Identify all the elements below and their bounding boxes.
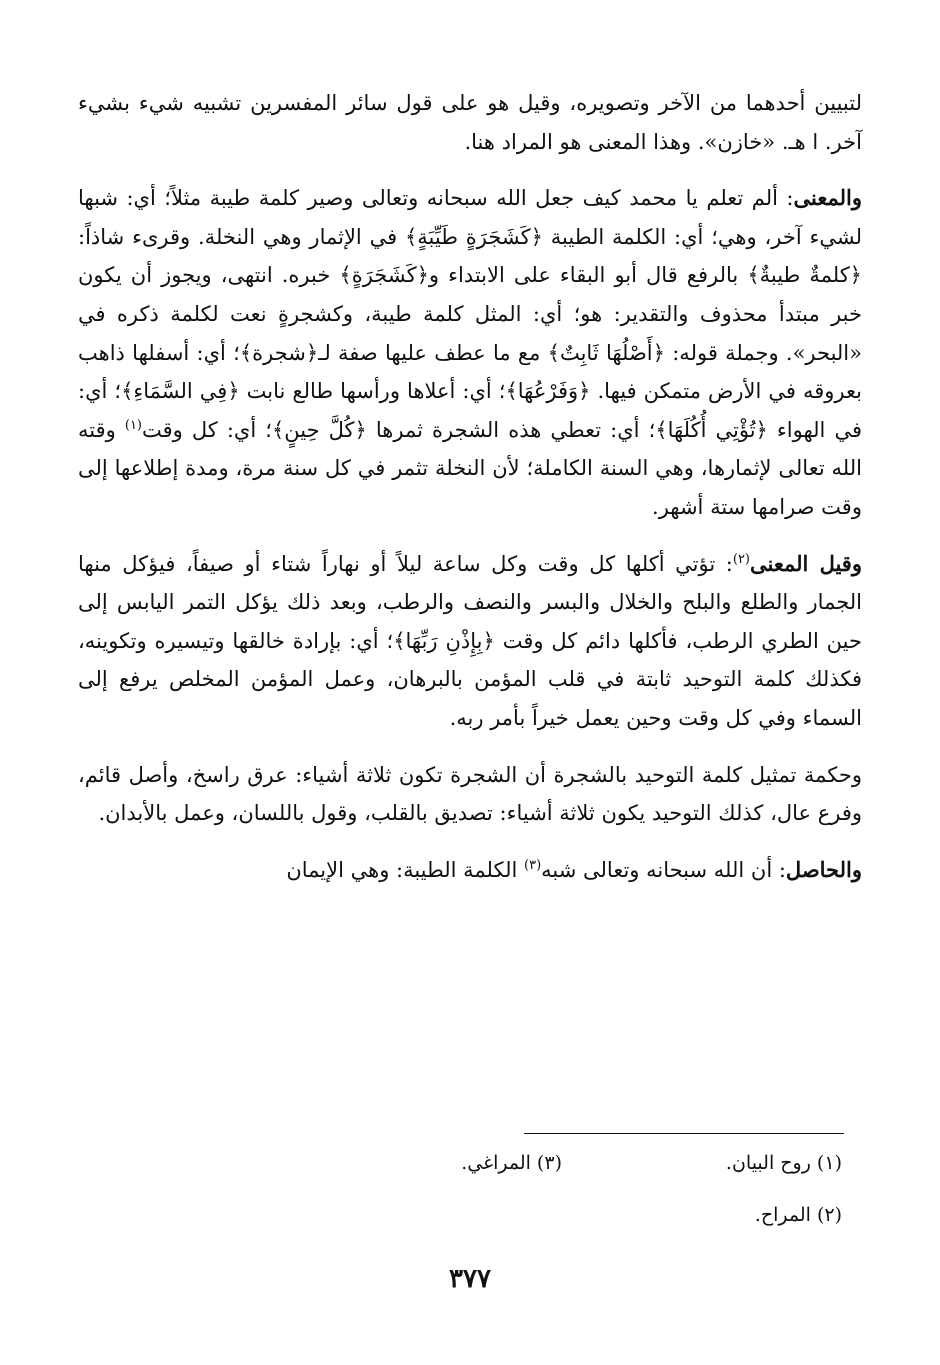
footnote-3: (٣) المراغي. — [461, 1152, 562, 1174]
footnote-row — [98, 1150, 842, 1176]
paragraph-3 — [78, 545, 862, 738]
body-text — [78, 84, 862, 889]
footnote-row — [98, 1202, 842, 1228]
footnote-2: (٢) المراح. — [754, 1204, 842, 1226]
paragraph-5 — [78, 851, 862, 890]
paragraph-3-text: : تؤتي أكلها كل وقت وكل ساعة ليلاً أو نهاراً شتاء أو صيفاً، فيؤكل منها الجمار والطلع والبلح والخلال والبسر والنصف والرطب، وبعد ذلك يؤكل التمر اليابس إلى حين الطري الرطب، فأكلها دائم كل وقت ﴿بِإِذْنِ رَبِّهَا﴾؛ أي: بإرادة خالقها وتيسيره وتكوينه، فكذلك كلمة التوحيد ثابتة في قلب المؤمن بالبرهان، وعمل المؤمن المخلص يرفع إلى السماء وفي كل وقت وحين يعمل خيراً بأمر ربه. — [78, 551, 862, 730]
paragraph-4: وحكمة تمثيل كلمة التوحيد بالشجرة أن الشجرة تكون ثلاثة أشياء: عرق راسخ، وأصل قائم، وفرع عال، كذلك التوحيد يكون ثلاثة أشياء: تصديق بالقلب، وقول باللسان، وعمل بالأبدان. — [78, 762, 862, 826]
paragraph-2 — [78, 179, 862, 526]
paragraph-2-lead: والمعنى — [793, 185, 862, 211]
paragraph-3-lead: وقيل المعنى — [750, 550, 862, 576]
footnotes — [98, 1150, 842, 1254]
page-number: ٣٧٧ — [449, 1264, 491, 1294]
paragraph-5-lead: والحاصل — [785, 856, 862, 882]
paragraph-5-text-b: الكلمة الطيبة: وهي الإيمان — [286, 857, 525, 882]
paragraph-2-text-a: : ألم تعلم يا محمد كيف جعل الله سبحانه وتعالى وصير كلمة طيبة مثلاً؛ أي: شبها لشيء آخر، وهي؛ أي: الكلمة الطيبة ﴿كَشَجَرَةٍ طَيِّبَةٍ﴾ في الإثمار وهي النخلة. وقرىء شاذاً: ﴿كلمةٌ طيبةٌ﴾ بالرفع قال أبو البقاء على الابتداء و﴿كَشَجَرَةٍ﴾ خبره. انتهى، ويجوز أن يكون خبر مبتدأ محذوف والتقدير: هو؛ أي: المثل كلمة طيبة، وكشجرةٍ نعت لكلمة ذكره في «البحر». وجملة قوله: ﴿أَصْلُهَا ثَابِتٌ﴾ مع ما عطف عليها صفة لـ﴿شجرة﴾؛ أي: أسفلها ذاهب بعروقه في الأرض متمكن فيها. ﴿وَفَرْعُهَا﴾؛ أي: أعلاها ورأسها طالع نابت ﴿فِي السَّمَاءِ﴾؛ أي: في الهواء ﴿تُؤْتِي أُكُلَهَا﴾؛ أي: تعطي هذه الشجرة ثمرها ﴿كُلَّ حِينٍ﴾؛ أي: كل وقت — [78, 186, 863, 442]
paragraph-1: لتبيين أحدهما من الآخر وتصويره، وقيل هو على قول سائر المفسرين تشبيه شيء بشيء آخر. ا هـ. «خازن». وهذا المعنى هو المراد هنا. — [78, 91, 862, 154]
paragraph-5-text-a: : أن الله سبحانه وتعالى شبه — [541, 857, 786, 882]
paragraph-2-text-b: وقته الله تعالى لإثمارها، وهي السنة الكاملة؛ لأن النخلة تثمر في كل سنة مرة، ومدة إطلاعها إلى وقت صرامها ستة أشهر. — [78, 417, 862, 519]
footnote-ref-2: (٢) — [732, 551, 750, 567]
footnote-1: (١) روح البيان. — [725, 1152, 842, 1174]
footnote-ref-3: (٣) — [524, 857, 542, 873]
footnote-divider — [524, 1133, 844, 1134]
footnote-ref-1: (١) — [124, 417, 142, 433]
